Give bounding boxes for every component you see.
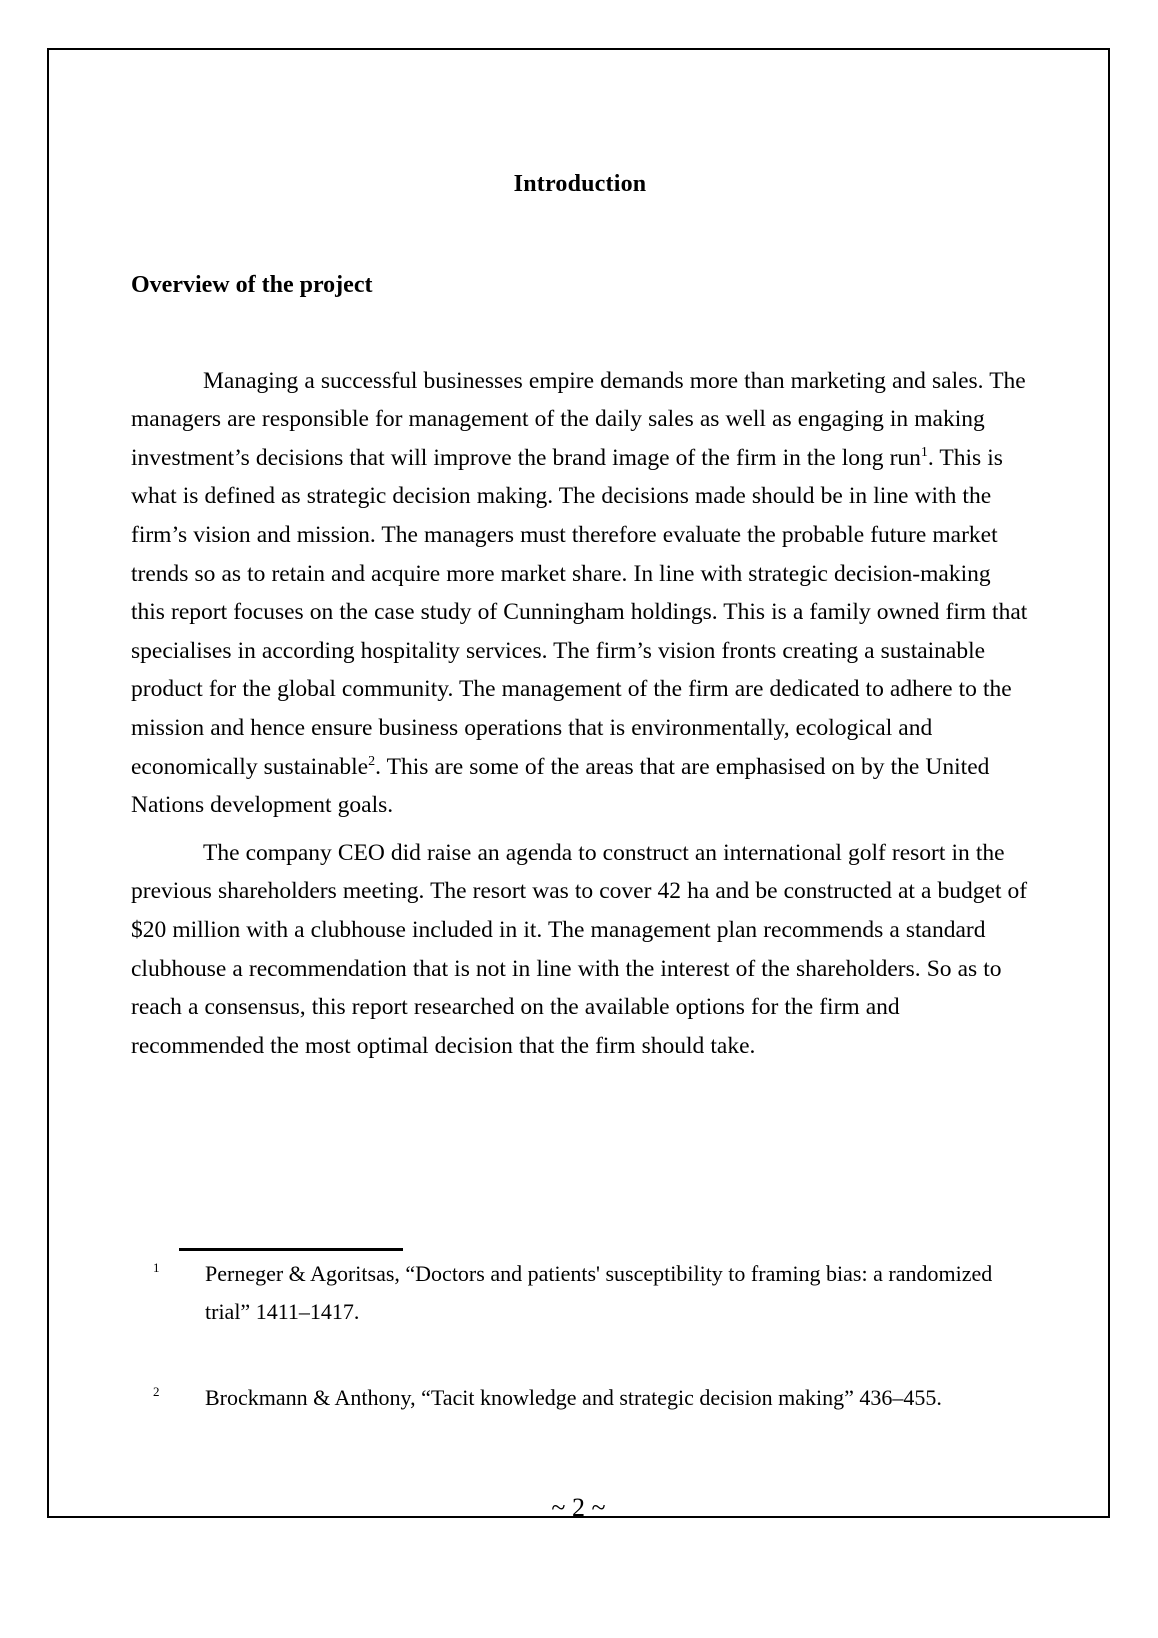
- paragraph-1-text-middle: . This is what is defined as strategic decision making. The decisions made should be in line with the firm’s vision and mission. The managers must therefore evaluate the probable future market trends so as to retain and acquire more market share. In line with strategic decision-making this report focuses on the case study of Cunningham holdings. This is a family owned firm that specialises in according hospitality services. The firm’s vision fronts creating a sustainable product for the global community. The management of the firm are dedicated to adhere to the mission and hence ensure business operations that is environmentally, ecological and economically sustainable: [131, 444, 1028, 780]
- footnote-item: [131, 1379, 1029, 1417]
- page-number: ~ 2 ~: [551, 1493, 606, 1522]
- page-title: Introduction: [513, 171, 647, 197]
- footnote-number: 2: [153, 1384, 160, 1399]
- footnote-number: 1: [153, 1260, 160, 1275]
- footnote-reference-1[interactable]: 1: [920, 444, 928, 460]
- footnote-text: Perneger & Agoritsas, “Doctors and patients' susceptibility to framing bias: a randomized trial” 1411–1417.: [205, 1261, 993, 1324]
- heading-spacer: [131, 300, 1029, 362]
- footnote-text: Brockmann & Anthony, “Tacit knowledge and strategic decision making” 436–455.: [205, 1385, 942, 1410]
- title-spacer: [131, 199, 1029, 271]
- footnote-section: [131, 1248, 1029, 1417]
- footnote-separator-rule: [179, 1248, 403, 1251]
- page-border-frame: [47, 48, 1110, 1522]
- paragraph-1-text-before-ref1: Managing a successful businesses empire demands more than marketing and sales. The managers are responsible for management of the daily sales as well as engaging in making investment’s decisions that will improve the brand image of the firm in the long run: [131, 367, 1026, 471]
- body-paragraph-2: The company CEO did raise an agenda to construct an international golf resort in the previous shareholders meeting. The resort was to cover 42 ha and be constructed at a budget of $20 million with a clubhouse included in it. The management plan recommends a standard clubhouse a recommendation that is not in line with the interest of the shareholders. So as to reach a consensus, this report researched on the available options for the firm and recommended the most optimal decision that the firm should take.: [131, 839, 1028, 1059]
- body-paragraph-1: [131, 362, 1029, 825]
- footnote-reference-2[interactable]: 2: [368, 753, 376, 769]
- page-content: [131, 170, 1029, 1065]
- section-heading-overview: Overview of the project: [131, 271, 373, 298]
- footnote-item: [131, 1255, 1029, 1331]
- paragraph-1-text-after-ref2: . This are some of the areas that are emphasised on by the United Nations development goals.: [131, 753, 990, 819]
